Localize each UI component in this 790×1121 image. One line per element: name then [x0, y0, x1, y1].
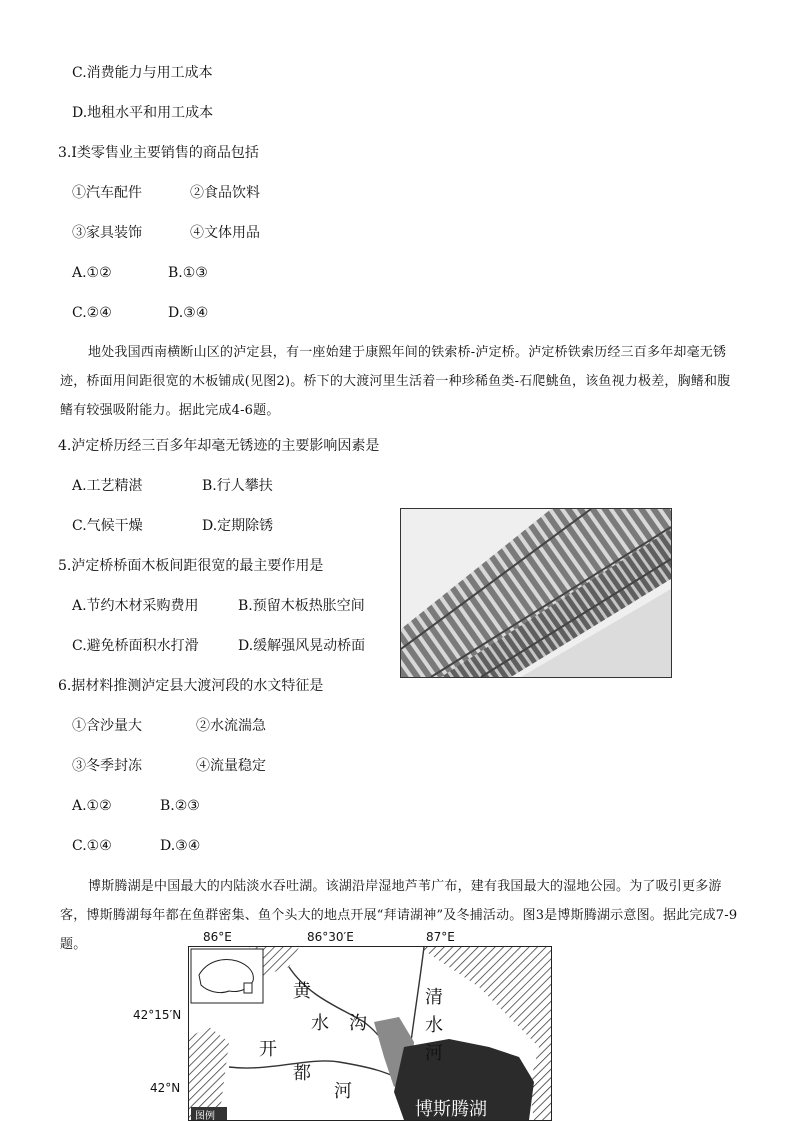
- q6-option-a: A.①②: [72, 798, 112, 814]
- q3-item-2: ②食品饮料: [190, 185, 260, 201]
- lat-label-42n: 42°N: [150, 1081, 181, 1095]
- bosten-lake-map-drawing: [189, 947, 551, 1120]
- q2-option-c: C.消费能力与用工成本: [72, 65, 213, 81]
- place-label-gou: 沟: [349, 1013, 367, 1034]
- lat-label-42-15n: 42°15′N: [133, 1008, 182, 1022]
- place-label-huang: 黄: [293, 981, 311, 1002]
- q4-stem: 4.泸定桥历经三百多年却毫无锈迹的主要影响因素是: [58, 438, 380, 454]
- place-label-qing: 清: [425, 987, 443, 1008]
- q6-item-1: ①含沙量大: [72, 718, 142, 734]
- place-label-kai: 开: [259, 1039, 277, 1060]
- q4-option-a: A.工艺精湛: [72, 478, 143, 494]
- place-label-du: 都: [293, 1063, 311, 1084]
- place-label-qing-shui: 水: [425, 1015, 443, 1036]
- q6-option-c: C.①④: [72, 838, 112, 854]
- q3-stem: 3.Ⅰ类零售业主要销售的商品包括: [58, 145, 259, 161]
- bridge-deck-illustration: [401, 509, 671, 677]
- q5-stem: 5.泸定桥桥面木板间距很宽的最主要作用是: [58, 558, 324, 574]
- q6-stem: 6.据材料推测泸定县大渡河段的水文特征是: [58, 678, 324, 694]
- place-label-he: 河: [425, 1043, 443, 1064]
- q5-option-c: C.避免桥面积水打滑: [72, 638, 199, 654]
- q3-option-b: B.①③: [168, 265, 208, 281]
- q4-option-b: B.行人攀扶: [202, 478, 273, 494]
- q6-item-3: ③冬季封冻: [72, 758, 142, 774]
- q4-option-c: C.气候干燥: [72, 518, 143, 534]
- q3-option-a: A.①②: [72, 265, 112, 281]
- lon-label-86e: 86°E: [203, 930, 232, 944]
- q6-item-4: ④流量稳定: [196, 758, 266, 774]
- q6-option-d: D.③④: [160, 838, 201, 854]
- q3-option-c: C.②④: [72, 305, 112, 321]
- bosten-lake-map: [188, 946, 552, 1121]
- q3-item-3: ③家具装饰: [72, 225, 142, 241]
- q2-option-d: D.地租水平和用工成本: [72, 105, 214, 121]
- q5-option-a: A.节约木材采购费用: [72, 598, 199, 614]
- q3-option-d: D.③④: [168, 305, 209, 321]
- place-label-bosten-lake: 博斯腾湖: [415, 1099, 487, 1120]
- place-label-he2: 河: [334, 1081, 352, 1102]
- q3-item-4: ④文体用品: [190, 225, 260, 241]
- map-legend-label: 图例: [195, 1111, 215, 1121]
- passage-bosten-lake: 博斯腾湖是中国最大的内陆淡水吞吐湖。该湖沿岸湿地芦苇广布，建有我国最大的湿地公园。为了吸引更多游客，博斯腾湖每年都在鱼群密集、鱼个头大的地点开展“拜请湖神”及冬捕活动。图3是博斯腾湖示意图。据此完成7-9题。: [60, 879, 738, 952]
- q5-option-b: B.预留木板热胀空间: [238, 598, 365, 614]
- q3-item-1: ①汽车配件: [72, 185, 142, 201]
- q4-option-d: D.定期除锈: [202, 518, 274, 534]
- place-label-shui: 水: [311, 1013, 329, 1034]
- q6-item-2: ②水流湍急: [196, 718, 266, 734]
- lon-label-86-30e: 86°30′E: [307, 930, 354, 944]
- q6-option-b: B.②③: [160, 798, 200, 814]
- passage-luding-bridge: 地处我国西南横断山区的泸定县，有一座始建于康熙年间的铁索桥-泸定桥。泸定桥铁索历经三百多年却毫无锈迹，桥面用间距很宽的木板铺成(见图2)。桥下的大渡河里生活着一种珍稀鱼类-石爬鮡鱼，该鱼视力极差，胸鳍和腹鳍有较强吸附能力。据此完成4-6题。: [60, 345, 731, 418]
- bridge-deck-photo: [400, 508, 672, 678]
- lon-label-87e: 87°E: [426, 930, 455, 944]
- q5-option-d: D.缓解强风晃动桥面: [238, 638, 366, 654]
